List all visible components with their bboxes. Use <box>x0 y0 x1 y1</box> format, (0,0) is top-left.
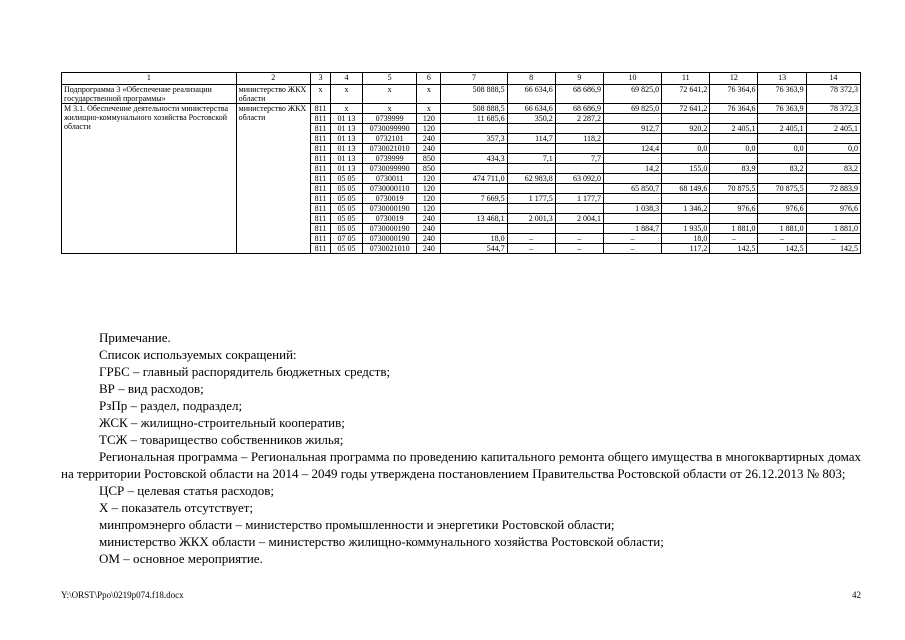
column-header: 13 <box>758 73 806 85</box>
table-cell: 114,7 <box>507 134 555 144</box>
note-line: ЖСК – жилищно-строительный кооператив; <box>99 415 345 430</box>
table-cell: 0730000190 <box>363 204 417 214</box>
table-cell: 2 405,1 <box>758 124 806 134</box>
table-cell <box>507 204 555 214</box>
table-cell <box>806 154 860 164</box>
note-line: Список используемых сокращений: <box>99 347 297 362</box>
table-cell <box>441 204 507 214</box>
table-cell: 0739999 <box>363 154 417 164</box>
table-cell: 13 468,1 <box>441 214 507 224</box>
table-cell: 976,6 <box>758 204 806 214</box>
table-cell: 1 881,0 <box>758 224 806 234</box>
table-cell: 240 <box>417 234 441 244</box>
table-cell: 240 <box>417 144 441 154</box>
note-line: министерство ЖКХ области – министерство жилищно-коммунального хозяйства Ростовской области; <box>99 534 664 549</box>
note-line: Примечание. <box>99 330 171 345</box>
table-cell: 05 05 <box>330 214 362 224</box>
table-cell: 2 405,1 <box>806 124 860 134</box>
table-cell: 120 <box>417 114 441 124</box>
table-cell: – <box>507 244 555 254</box>
table-cell: 7 669,5 <box>441 194 507 204</box>
table-cell <box>507 224 555 234</box>
table-cell: 508 888,5 <box>441 85 507 104</box>
note-line: ГРБС – главный распорядитель бюджетных средств; <box>99 364 391 379</box>
table-cell <box>806 114 860 124</box>
table-cell <box>806 134 860 144</box>
column-header: 12 <box>710 73 758 85</box>
table-cell: х <box>417 85 441 104</box>
table-cell: 1 881,0 <box>806 224 860 234</box>
table-cell: 1 884,7 <box>603 224 661 234</box>
table-cell: 72 641,2 <box>662 85 710 104</box>
executor-cell: министерство ЖКХ области <box>236 104 310 254</box>
table-header-row <box>62 73 861 85</box>
table-cell: 1 935,0 <box>662 224 710 234</box>
column-header: 1 <box>62 73 237 85</box>
column-header: 4 <box>330 73 362 85</box>
table-cell <box>507 144 555 154</box>
table-cell: 0730000110 <box>363 184 417 194</box>
table-cell: 05 05 <box>330 224 362 234</box>
table-cell <box>806 214 860 224</box>
table-cell: 811 <box>310 144 330 154</box>
table-cell <box>662 154 710 164</box>
table-cell: х <box>330 104 362 114</box>
table-cell: 240 <box>417 214 441 224</box>
column-header: 6 <box>417 73 441 85</box>
table-cell: 0,0 <box>710 144 758 154</box>
table-cell <box>806 194 860 204</box>
table-cell: 83,2 <box>758 164 806 174</box>
table-cell <box>662 194 710 204</box>
table-cell: 0,0 <box>662 144 710 154</box>
table-cell: 142,5 <box>710 244 758 254</box>
table-cell <box>758 214 806 224</box>
table-cell <box>555 164 603 174</box>
column-header: 10 <box>603 73 661 85</box>
table-cell: 811 <box>310 174 330 184</box>
table-cell <box>662 114 710 124</box>
table-cell <box>507 184 555 194</box>
table-cell: 2 004,1 <box>555 214 603 224</box>
table-cell <box>555 124 603 134</box>
note-line: ВР – вид расходов; <box>99 381 204 396</box>
budget-table <box>61 72 861 254</box>
table-cell: 811 <box>310 204 330 214</box>
table-cell: 811 <box>310 104 330 114</box>
table-cell: 142,5 <box>758 244 806 254</box>
table-cell: 120 <box>417 174 441 184</box>
table-cell: 2 405,1 <box>710 124 758 134</box>
table-cell: 70 875,5 <box>710 184 758 194</box>
table-cell: 0730019 <box>363 214 417 224</box>
table-cell: 68 149,6 <box>662 184 710 194</box>
table-cell: 912,7 <box>603 124 661 134</box>
table-cell: 120 <box>417 204 441 214</box>
table-cell: – <box>758 234 806 244</box>
table-cell: 1 881,0 <box>710 224 758 234</box>
table-cell: 76 363,9 <box>758 85 806 104</box>
table-cell: 240 <box>417 224 441 234</box>
table-cell: 01 13 <box>330 154 362 164</box>
table-cell: – <box>555 234 603 244</box>
column-header: 2 <box>236 73 310 85</box>
table-cell <box>806 174 860 184</box>
table-cell <box>710 114 758 124</box>
table-cell: 68 686,9 <box>555 104 603 114</box>
table-cell <box>603 194 661 204</box>
table-cell <box>662 134 710 144</box>
table-cell: 65 850,7 <box>603 184 661 194</box>
table-cell: – <box>507 234 555 244</box>
table-cell: 1 177,7 <box>555 194 603 204</box>
page-number: 42 <box>852 590 861 600</box>
note-regional-program: Региональная программа – Региональная программа по проведению капитального ремонта общего имущества в многоквартирных домах на территории Ростовской области на 2014 – 2049 годы утверждена постановлением Правительства Ростовской области от 26.12.2013 № 803; <box>61 449 861 481</box>
table-cell: 0730000190 <box>363 224 417 234</box>
table-cell: 0730099990 <box>363 124 417 134</box>
table-cell: 976,6 <box>710 204 758 214</box>
column-header: 14 <box>806 73 860 85</box>
table-cell: 05 05 <box>330 204 362 214</box>
table-cell: 811 <box>310 184 330 194</box>
table-cell: 811 <box>310 214 330 224</box>
table-cell <box>662 214 710 224</box>
table-cell: 0,0 <box>758 144 806 154</box>
note-line: ТСЖ – товарищество собственников жилья; <box>99 432 344 447</box>
table-cell: 434,3 <box>441 154 507 164</box>
table-cell: 811 <box>310 194 330 204</box>
table-cell: 120 <box>417 194 441 204</box>
table-cell: министерство ЖКХ области <box>236 85 310 104</box>
table-cell: 01 13 <box>330 124 362 134</box>
note-line: РзПр – раздел, подраздел; <box>99 398 243 413</box>
table-cell: 0,0 <box>806 144 860 154</box>
column-header: 9 <box>555 73 603 85</box>
table-cell <box>441 124 507 134</box>
table-cell: х <box>363 85 417 104</box>
table-cell <box>710 154 758 164</box>
table-cell: 70 875,5 <box>758 184 806 194</box>
table-cell: 811 <box>310 244 330 254</box>
table-cell: 120 <box>417 124 441 134</box>
table-cell: 05 05 <box>330 184 362 194</box>
table-cell: 66 634,6 <box>507 104 555 114</box>
table-cell: 66 634,6 <box>507 85 555 104</box>
table-cell: 1 038,3 <box>603 204 661 214</box>
table-cell: 01 13 <box>330 144 362 154</box>
table-cell <box>441 224 507 234</box>
table-cell <box>758 194 806 204</box>
table-cell: х <box>310 85 330 104</box>
table-cell: 357,3 <box>441 134 507 144</box>
table-cell: 0730011 <box>363 174 417 184</box>
table-cell: 118,2 <box>555 134 603 144</box>
table-cell: 0732101 <box>363 134 417 144</box>
table-cell: 155,0 <box>662 164 710 174</box>
table-cell: 69 825,0 <box>603 85 661 104</box>
table-cell: 05 05 <box>330 244 362 254</box>
notes-block <box>61 329 861 567</box>
table-row <box>62 85 861 104</box>
table-cell: 811 <box>310 164 330 174</box>
note-line: Х – показатель отсутствует; <box>99 500 254 515</box>
table-cell: 0730021010 <box>363 144 417 154</box>
table-cell <box>441 144 507 154</box>
table-cell <box>758 114 806 124</box>
table-cell: Подпрограмма 3 «Обеспечение реализации государственной программы» <box>62 85 237 104</box>
table-cell: 83,2 <box>806 164 860 174</box>
table-cell: 811 <box>310 154 330 164</box>
table-cell <box>603 114 661 124</box>
table-cell: – <box>603 244 661 254</box>
table-cell: 01 13 <box>330 164 362 174</box>
table-cell: 78 372,3 <box>806 104 860 114</box>
table-cell: 69 825,0 <box>603 104 661 114</box>
table-cell: 72 641,2 <box>662 104 710 114</box>
table-cell <box>710 194 758 204</box>
table-cell: 811 <box>310 224 330 234</box>
table-cell <box>507 124 555 134</box>
table-cell: 117,2 <box>662 244 710 254</box>
table-cell: 1 177,5 <box>507 194 555 204</box>
table-cell: 811 <box>310 134 330 144</box>
table-cell: 7,7 <box>555 154 603 164</box>
table-cell: – <box>555 244 603 254</box>
table-cell: 508 888,5 <box>441 104 507 114</box>
table-cell: 2 001,3 <box>507 214 555 224</box>
table-cell: 76 364,6 <box>710 104 758 114</box>
table-cell: 05 05 <box>330 194 362 204</box>
table-cell <box>662 174 710 184</box>
column-header: 7 <box>441 73 507 85</box>
table-cell: х <box>363 104 417 114</box>
table-cell: 07 05 <box>330 234 362 244</box>
table-cell: 78 372,3 <box>806 85 860 104</box>
table-cell: 18,0 <box>441 234 507 244</box>
table-cell: – <box>603 234 661 244</box>
table-cell: 05 05 <box>330 174 362 184</box>
table-cell: 18,0 <box>662 234 710 244</box>
table-cell <box>758 154 806 164</box>
table-cell <box>710 214 758 224</box>
table-cell: 68 686,9 <box>555 85 603 104</box>
table-cell: 474 711,0 <box>441 174 507 184</box>
table-cell: 01 13 <box>330 114 362 124</box>
table-cell: 76 363,9 <box>758 104 806 114</box>
file-path: Y:\ORST\Ppo\0219p074.f18.docx <box>61 590 184 600</box>
table-cell: 14,2 <box>603 164 661 174</box>
table-cell: х <box>330 85 362 104</box>
note-line: ОМ – основное мероприятие. <box>99 551 263 566</box>
column-header: 5 <box>363 73 417 85</box>
table-cell: 0739999 <box>363 114 417 124</box>
table-cell: 7,1 <box>507 154 555 164</box>
table-cell: 0730099990 <box>363 164 417 174</box>
table-cell: 1 346,2 <box>662 204 710 214</box>
table-cell <box>710 134 758 144</box>
column-header: 11 <box>662 73 710 85</box>
table-cell: 63 092,0 <box>555 174 603 184</box>
table-row <box>62 104 861 114</box>
table-cell <box>603 154 661 164</box>
table-cell <box>441 164 507 174</box>
table-cell: 76 364,6 <box>710 85 758 104</box>
measure-name-cell: М 3.1. Обеспечение деятельности министерства жилищно-коммунального хозяйства Ростовской области <box>62 104 237 254</box>
table-cell <box>710 174 758 184</box>
table-cell: 01 13 <box>330 134 362 144</box>
table-cell <box>555 224 603 234</box>
table-cell <box>603 174 661 184</box>
table-cell <box>555 204 603 214</box>
table-cell: 2 287,2 <box>555 114 603 124</box>
table-cell: 11 685,6 <box>441 114 507 124</box>
table-cell: 0730000190 <box>363 234 417 244</box>
column-header: 3 <box>310 73 330 85</box>
table-cell: 920,2 <box>662 124 710 134</box>
table-cell <box>603 214 661 224</box>
table-cell: 124,4 <box>603 144 661 154</box>
table-cell <box>555 144 603 154</box>
table-cell: 976,6 <box>806 204 860 214</box>
table-cell: 350,2 <box>507 114 555 124</box>
table-cell: 0730021010 <box>363 244 417 254</box>
column-header: 8 <box>507 73 555 85</box>
table-cell <box>758 134 806 144</box>
table-cell: 811 <box>310 124 330 134</box>
table-cell: – <box>710 234 758 244</box>
table-cell: 0730019 <box>363 194 417 204</box>
table-cell: 240 <box>417 134 441 144</box>
table-cell: 142,5 <box>806 244 860 254</box>
table-cell: 544,7 <box>441 244 507 254</box>
note-line: минпромэнерго области – министерство промышленности и энергетики Ростовской области; <box>99 517 615 532</box>
table-cell: 240 <box>417 244 441 254</box>
table-cell: 850 <box>417 164 441 174</box>
table-cell: 72 883,9 <box>806 184 860 194</box>
table-cell <box>555 184 603 194</box>
table-cell: 811 <box>310 114 330 124</box>
table-cell: х <box>417 104 441 114</box>
table-cell: 83,9 <box>710 164 758 174</box>
table-cell: 811 <box>310 234 330 244</box>
table-cell <box>758 174 806 184</box>
table-cell <box>507 164 555 174</box>
table-cell: 850 <box>417 154 441 164</box>
table-cell: 62 983,8 <box>507 174 555 184</box>
table-cell <box>603 134 661 144</box>
table-cell: – <box>806 234 860 244</box>
note-line: ЦСР – целевая статья расходов; <box>99 483 274 498</box>
table-cell: 120 <box>417 184 441 194</box>
table-cell <box>441 184 507 194</box>
